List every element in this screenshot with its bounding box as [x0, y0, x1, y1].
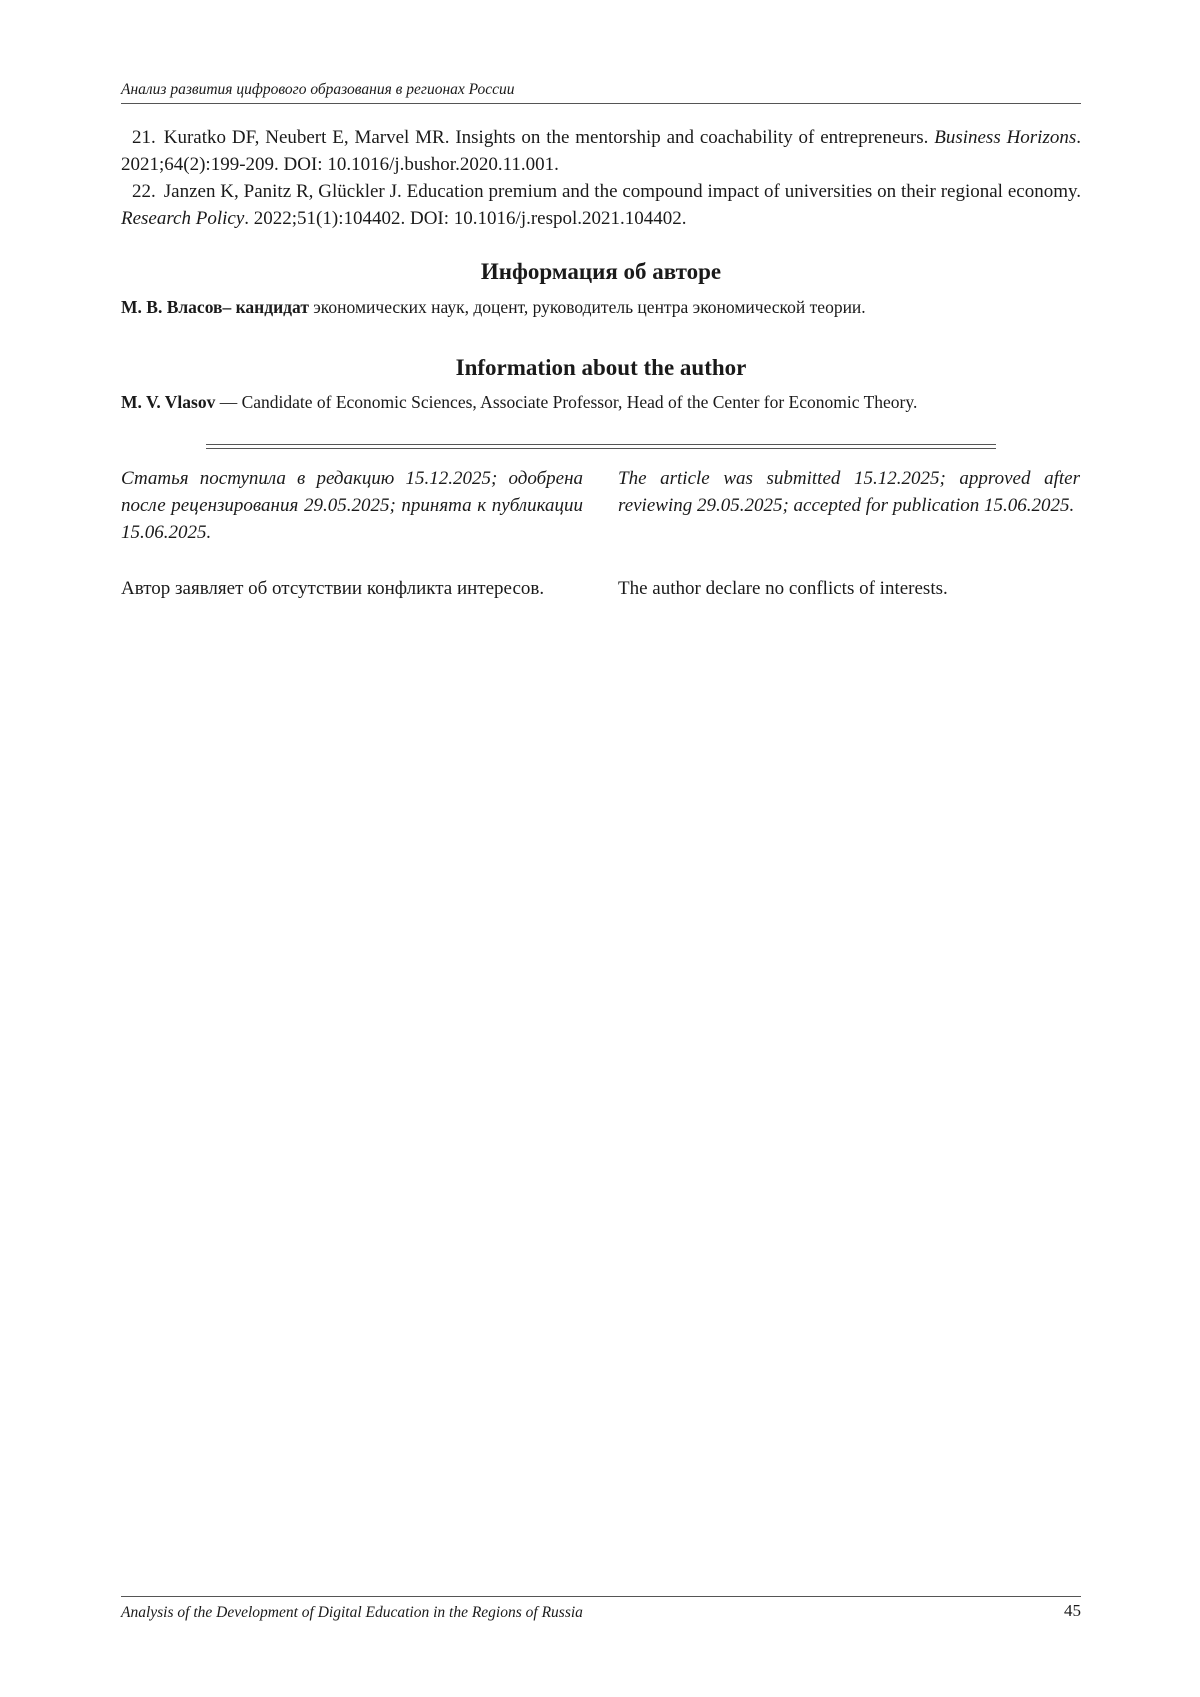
author-info-en — [121, 390, 1081, 414]
author-desc-en: — Candidate of Economic Sciences, Associate Professor, Head of the Center for Economic Theory. — [215, 392, 918, 412]
article-dates-en — [618, 465, 1080, 519]
footer-title: Analysis of the Development of Digital Education in the Regions of Russia — [121, 1604, 583, 1621]
author-info-ru — [121, 295, 1081, 319]
conflict-text-en: The author declare no conflicts of interests. — [618, 578, 948, 599]
reference-item — [121, 124, 1081, 178]
author-name-ru: М. В. Власов– кандидат — [121, 297, 309, 317]
author-name-en: M. V. Vlasov — [121, 392, 216, 412]
running-footer — [121, 1596, 1081, 1623]
reference-text: Janzen K, Panitz R, Glückler J. Education premium and the compound impact of universities on their regional economy. — [163, 181, 1081, 202]
reference-journal: Research Policy — [121, 208, 245, 229]
reference-number: 21. — [132, 127, 156, 148]
reference-item — [121, 178, 1081, 232]
reference-number: 22. — [132, 181, 156, 202]
section-divider — [206, 444, 996, 449]
author-desc-ru: экономических наук, доцент, руководитель центра экономической теории. — [308, 297, 866, 317]
reference-text: Kuratko DF, Neubert E, Marvel MR. Insights on the mentorship and coachability of entrepreneurs. — [163, 127, 935, 148]
conflict-statement-en — [618, 575, 1080, 602]
reference-details: . 2022;51(1):104402. DOI: 10.1016/j.respol.2021.104402. — [244, 208, 687, 229]
reference-details: . 2021;64(2):199-209. DOI: 10.1016/j.bushor.2020.11.001. — [121, 127, 1081, 175]
page-number: 45 — [1064, 1601, 1081, 1620]
dates-text-ru: Статья поступила в редакцию 15.12.2025; одобрена после рецензирования 29.05.2025; принята к публикации 15.06.2025. — [121, 468, 583, 543]
conflict-text-ru: Автор заявляет об отсутствии конфликта интересов. — [121, 578, 545, 599]
conflict-statement-ru — [121, 575, 583, 602]
running-header: Анализ развития цифрового образования в регионах России — [121, 80, 1081, 104]
journal-page — [121, 0, 1081, 1697]
author-info-heading-en: Information about the author — [455, 355, 747, 380]
article-dates-ru — [121, 465, 583, 546]
author-info-heading-ru: Информация об авторе — [480, 259, 722, 284]
dates-text-en: The article was submitted 15.12.2025; approved after reviewing 29.05.2025; accepted for publication 15.06.2025. — [618, 468, 1080, 516]
reference-journal: Business Horizons — [934, 127, 1077, 148]
reference-list — [121, 124, 1081, 232]
